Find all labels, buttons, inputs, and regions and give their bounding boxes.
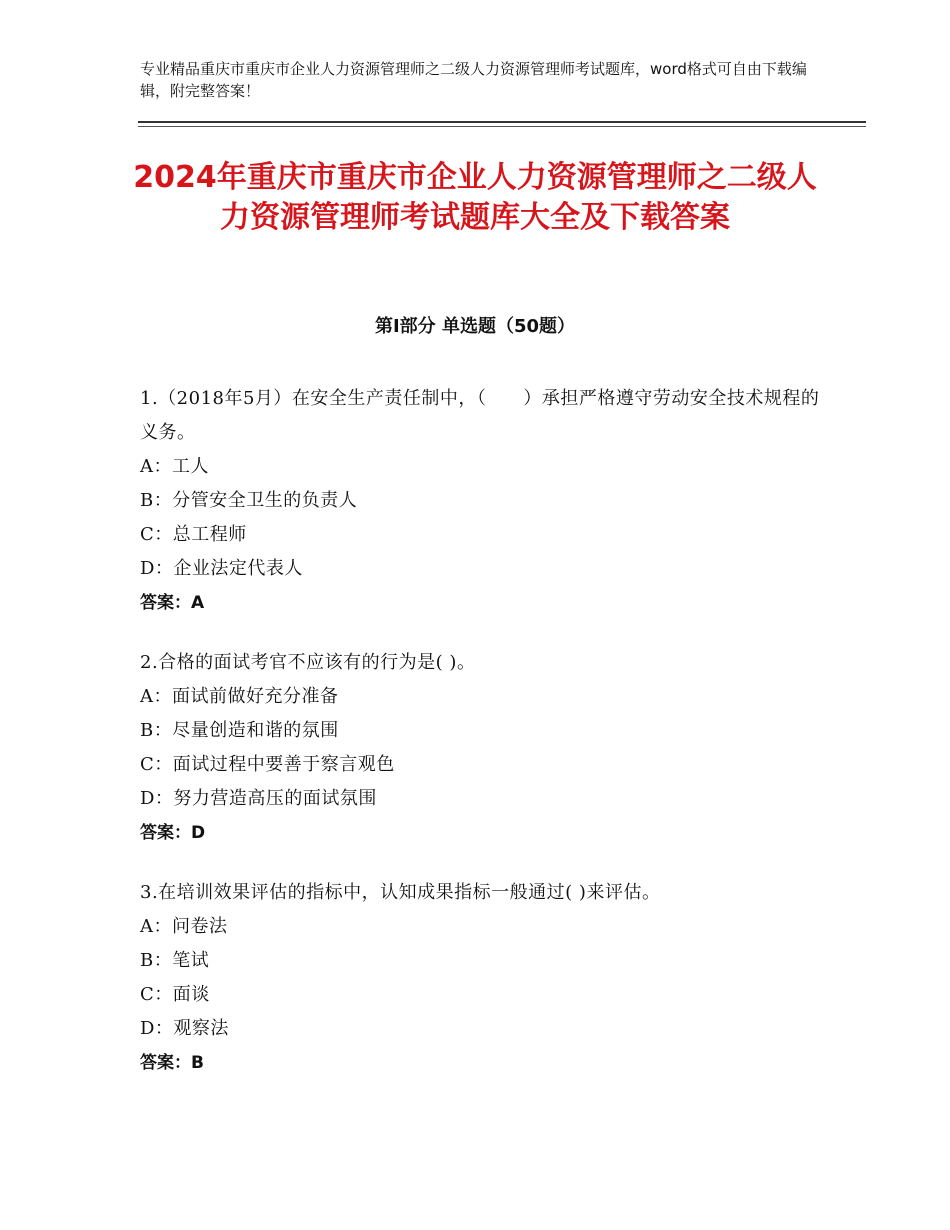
question-stem: 1.（2018年5月）在安全生产责任制中，（ ）承担严格遵守劳动安全技术规程的义务。 bbox=[140, 388, 820, 443]
option-b: B：笔试 bbox=[140, 950, 210, 971]
option-a: A：问卷法 bbox=[140, 916, 228, 937]
answer-line: 答案：D bbox=[140, 823, 206, 843]
option-c: C：面试过程中要善于察言观色 bbox=[140, 754, 395, 775]
option-b: B：尽量创造和谐的氛围 bbox=[140, 720, 339, 741]
question-2 bbox=[140, 646, 820, 850]
header-rule-thin bbox=[138, 126, 866, 127]
option-a: A：面试前做好充分准备 bbox=[140, 686, 339, 707]
question-3 bbox=[140, 876, 820, 1080]
header-rule-thick bbox=[138, 121, 866, 123]
answer-line: 答案：A bbox=[140, 593, 205, 613]
option-a: A：工人 bbox=[140, 456, 209, 477]
question-list bbox=[140, 382, 820, 1106]
option-c: C：面谈 bbox=[140, 984, 210, 1005]
option-d: D：企业法定代表人 bbox=[140, 558, 303, 579]
section-title: 第Ⅰ部分 单选题（50题） bbox=[374, 316, 575, 337]
question-1 bbox=[140, 382, 820, 620]
option-b: B：分管安全卫生的负责人 bbox=[140, 490, 358, 511]
option-d: D：观察法 bbox=[140, 1018, 229, 1039]
page-title: 2024年重庆市重庆市企业人力资源管理师之二级人力资源管理师考试题库大全及下载答案 bbox=[133, 160, 817, 235]
option-d: D：努力营造高压的面试氛围 bbox=[140, 788, 377, 809]
answer-line: 答案：B bbox=[140, 1053, 204, 1073]
question-stem: 2.合格的面试考官不应该有的行为是( )。 bbox=[140, 652, 476, 673]
option-c: C：总工程师 bbox=[140, 524, 247, 545]
question-stem: 3.在培训效果评估的指标中，认知成果指标一般通过( )来评估。 bbox=[140, 882, 661, 903]
header-note: 专业精品重庆市重庆市企业人力资源管理师之二级人力资源管理师考试题库，word格式可自由下载编辑，附完整答案！ bbox=[140, 60, 807, 100]
